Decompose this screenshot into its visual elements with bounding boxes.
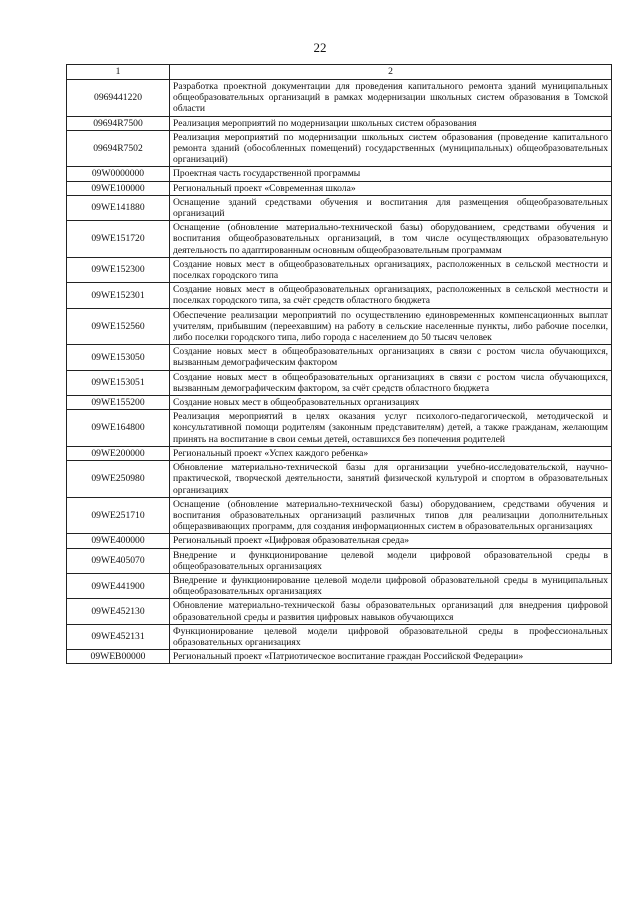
table-row	[67, 497, 612, 534]
page-number: 22	[313, 40, 327, 55]
table-row	[67, 308, 612, 345]
row-description-cell: Внедрение и функционирование целевой модели цифровой образовательной среды в муниципальных общеобразовательных организациях	[170, 573, 612, 598]
table-row	[67, 181, 612, 195]
row-code-cell: 09WE164800	[67, 410, 170, 447]
row-code-cell: 09WE152301	[67, 283, 170, 308]
row-code-cell: 09WE152300	[67, 257, 170, 282]
row-description-cell: Создание новых мест в общеобразовательных организациях, расположенных в сельской местности и поселках городского типа, за счёт средств областного бюджета	[170, 283, 612, 308]
row-description-cell: Реализация мероприятий в целях оказания услуг психолого-педагогической, методической и консультативной помощи родителям (законным представителям) детей, а также гражданам, желающим принять на воспитание в свои семьи детей, оставшихся без попечения родителей	[170, 410, 612, 447]
table-row	[67, 396, 612, 410]
table-row	[67, 624, 612, 649]
row-description-cell: Оснащение зданий средствами обучения и воспитания для размещения общеобразовательных организаций	[170, 195, 612, 220]
table-row	[67, 446, 612, 460]
table-row	[67, 461, 612, 498]
row-code-cell: 09WE452130	[67, 599, 170, 624]
row-code-cell: 09WE153051	[67, 370, 170, 395]
row-description-cell: Проектная часть государственной программы	[170, 167, 612, 181]
column-header-description: 2	[170, 65, 612, 80]
table-row	[67, 599, 612, 624]
row-code-cell: 09WE152560	[67, 308, 170, 345]
table-row	[67, 130, 612, 167]
table-header-row	[67, 65, 612, 80]
row-description-cell: Создание новых мест в общеобразовательных организациях в связи с ростом числа обучающихся, вызванным демографическим фактором	[170, 345, 612, 370]
table-row	[67, 345, 612, 370]
row-description-cell: Региональный проект «Цифровая образовательная среда»	[170, 534, 612, 548]
row-description-cell: Региональный проект «Патриотическое воспитание граждан Российской Федерации»	[170, 650, 612, 664]
row-code-cell: 09WE441900	[67, 573, 170, 598]
table-row	[67, 548, 612, 573]
table-row	[67, 116, 612, 130]
row-description-cell: Обеспечение реализации мероприятий по осуществлению единовременных компенсационных выплат учителям, прибывшим (переехавшим) на работу в сельские населенные пункты, либо рабочие поселки, либо поселки городского типа, либо города с населением до 50 тысяч человек	[170, 308, 612, 345]
row-code-cell: 09WE141880	[67, 195, 170, 220]
row-code-cell: 09WE200000	[67, 446, 170, 460]
row-code-cell: 09WE400000	[67, 534, 170, 548]
table-row	[67, 80, 612, 117]
table-body	[67, 80, 612, 664]
column-header-code: 1	[67, 65, 170, 80]
table-row	[67, 534, 612, 548]
row-code-cell: 09694R7502	[67, 130, 170, 167]
row-description-cell: Оснащение (обновление материально-технической базы) оборудованием, средствами обучения и воспитания образовательных организаций различных типов для реализации дополнительных общеразвивающих программ, для создания информационных систем в образовательных организациях	[170, 497, 612, 534]
classification-table	[66, 64, 612, 664]
row-description-cell: Региональный проект «Современная школа»	[170, 181, 612, 195]
row-description-cell: Создание новых мест в общеобразовательных организациях в связи с ростом числа обучающихся, вызванным демографическим фактором, за счёт средств областного бюджета	[170, 370, 612, 395]
row-description-cell: Обновление материально-технической базы для организации учебно-исследовательской, научно-практической, творческой деятельности, занятий физической культурой и спортом в образовательных организациях	[170, 461, 612, 498]
table-row	[67, 573, 612, 598]
row-description-cell: Создание новых мест в общеобразовательных организациях	[170, 396, 612, 410]
row-code-cell: 09WE153050	[67, 345, 170, 370]
row-code-cell: 09694R7500	[67, 116, 170, 130]
row-code-cell: 09WEB00000	[67, 650, 170, 664]
row-description-cell: Обновление материально-технической базы образовательных организаций для внедрения цифровой образовательной среды и развития цифровых навыков обучающихся	[170, 599, 612, 624]
table-row	[67, 650, 612, 664]
table-row	[67, 195, 612, 220]
row-description-cell: Создание новых мест в общеобразовательных организациях, расположенных в сельской местности и поселках городского типа	[170, 257, 612, 282]
table-row	[67, 257, 612, 282]
row-code-cell: 09WE251710	[67, 497, 170, 534]
row-code-cell: 09W0000000	[67, 167, 170, 181]
row-description-cell: Реализация мероприятий по модернизации школьных систем образования	[170, 116, 612, 130]
row-description-cell: Региональный проект «Успех каждого ребенка»	[170, 446, 612, 460]
row-code-cell: 09WE151720	[67, 221, 170, 258]
row-code-cell: 0969441220	[67, 80, 170, 117]
row-code-cell: 09WE155200	[67, 396, 170, 410]
row-code-cell: 09WE100000	[67, 181, 170, 195]
row-description-cell: Внедрение и функционирование целевой модели цифровой образовательной среды в общеобразовательных организациях	[170, 548, 612, 573]
row-description-cell: Разработка проектной документации для проведения капитального ремонта зданий муниципальных общеобразовательных организаций в рамках модернизации школьных систем образования в Томской области	[170, 80, 612, 117]
row-code-cell: 09WE405070	[67, 548, 170, 573]
table-row	[67, 283, 612, 308]
row-description-cell: Реализация мероприятий по модернизации школьных систем образования (проведение капитального ремонта зданий (обособленных помещений) государственных (муниципальных) общеобразовательных организаций)	[170, 130, 612, 167]
row-code-cell: 09WE452131	[67, 624, 170, 649]
row-code-cell: 09WE250980	[67, 461, 170, 498]
table-row	[67, 221, 612, 258]
row-description-cell: Оснащение (обновление материально-технической базы) оборудованием, средствами обучения и воспитания общеобразовательных организаций, в том числе осуществляющих образовательную деятельность по адаптированным основным общеобразовательным программам	[170, 221, 612, 258]
table-row	[67, 370, 612, 395]
row-description-cell: Функционирование целевой модели цифровой образовательной среды в профессиональных образовательных организациях	[170, 624, 612, 649]
table-row	[67, 167, 612, 181]
table-row	[67, 410, 612, 447]
